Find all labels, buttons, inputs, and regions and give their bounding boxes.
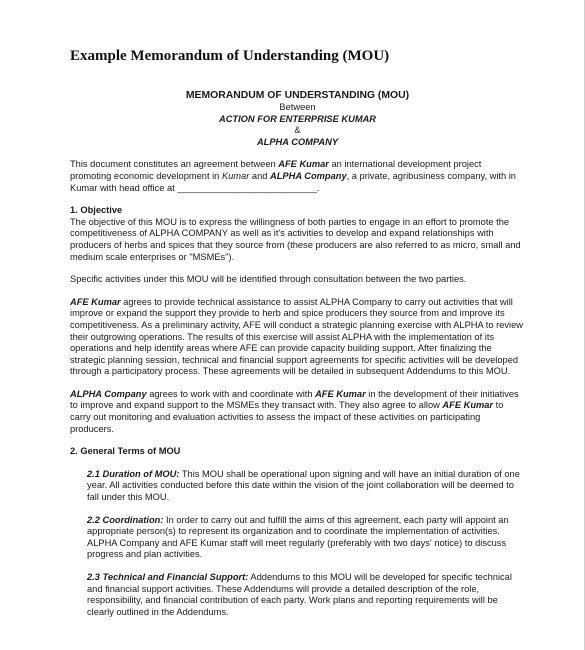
party-two-name: ALPHA COMPANY — [256, 136, 339, 147]
intro-text-1: This document constitutes an agreement between — [70, 159, 279, 170]
ampersand: & — [294, 125, 301, 136]
intro-text-2: an international development project promoting economic development in — [70, 159, 482, 181]
intro-text-3: and — [249, 170, 271, 181]
objective-paragraph-3 — [70, 297, 525, 378]
duration-text: This MOU shall be operational upon signing and will have an initial duration of one year. All activities conducted before this date within the vision of the joint collaboration will be deemed to fall under this MOU. — [87, 468, 520, 503]
intro-text-4: , a private, agribusiness company, with in Kumar with head office at ___________________________. — [70, 170, 516, 193]
p4-text-c: to carry out monitoring and evaluation activities to assess the impact of these activities on participating producers. — [70, 400, 504, 434]
document-heading: Example Memorandum of Understanding (MOU) — [70, 48, 390, 64]
objective-heading: 1. Objective — [70, 205, 123, 216]
intro-kumar: Kumar — [221, 170, 250, 181]
p4-afe: AFE Kumar — [315, 388, 366, 399]
duration-label: 2.1 Duration of MOU: — [87, 468, 180, 479]
coordination-clause — [70, 515, 525, 561]
p4-text-a: agrees to work with and coordinate with — [146, 388, 316, 399]
coordination-text: In order to carry out and fulfill the aims of this agreement, each party will appoint an appropriate person(s) to represent its organization and to coordinate the implementation of activities. ALPHA Company and AFE Kumar staff will meet regularly (preferably with two days' notice) to discuss progress and plan activities. — [87, 514, 509, 560]
general-terms-heading: 2. General Terms of MOU — [70, 446, 181, 457]
intro-alpha: ALPHA Company — [270, 170, 347, 181]
intro-paragraph — [70, 159, 525, 194]
party-one-name: ACTION FOR ENTERPRISE KUMAR — [218, 113, 377, 124]
p4-afe-2: AFE Kumar — [442, 400, 494, 411]
support-clause — [70, 572, 525, 618]
support-label: 2.3 Technical and Financial Support: — [87, 572, 249, 582]
coordination-label: 2.2 Coordination: — [87, 514, 164, 525]
afe-lead: AFE Kumar — [70, 296, 121, 307]
mou-title: MEMORANDUM OF UNDERSTANDING (MOU) — [185, 90, 410, 101]
intro-afe: AFE Kumar — [278, 159, 329, 170]
objective-paragraph-1: The objective of this MOU is to express the willingness of both parties to engage in an effort to promote the competitiveness of ALPHA COMPANY as well as it's activities to develop and expand relationships with producers of herbs and spices that they source from (these producers are also referred to as micro, small and medium scale enterprises or "MSMEs"). — [70, 216, 521, 262]
alpha-lead: ALPHA Company — [70, 388, 147, 399]
mou-title-block — [70, 90, 525, 148]
p4-text-b: in the development of their initiatives to improve and expand support to the MSMEs they transact with. They also agree to allow — [70, 388, 519, 411]
objective-paragraph-2: Specific activities under this MOU will be identified through consultation between the two parties. — [70, 274, 467, 285]
objective-paragraph-3-text: agrees to provide technical assistance to assist ALPHA Company to carry out activities that will improve or expand the support they provide to herb and spice producers they source from and improve its competitiveness. As a preliminary activity, AFE will conduct a strategic planning exercise with ALPHA to review their outgrowing operations. The results of this exercise will assist ALPHA with the implementation of its operations and help identify areas where AFE can provide capacity building support. After finalizing the strategic planning session, technical and financial support agreements for specific activities will be developed through a participatory process. These agreements will be detailed in subsequent Addendums to this MOU. — [70, 296, 523, 377]
between-label: Between — [279, 102, 316, 112]
duration-clause — [70, 469, 525, 504]
objective-paragraph-4 — [70, 389, 525, 435]
support-text: Addendums to this MOU will be developed for specific technical and financial support activities. These Addendums will provide a detailed description of the role, responsibility, and financial contribution of each party. Work plans and reporting requirements will be clearly outlined in the Addendums. — [87, 572, 512, 617]
document-body — [70, 90, 525, 618]
